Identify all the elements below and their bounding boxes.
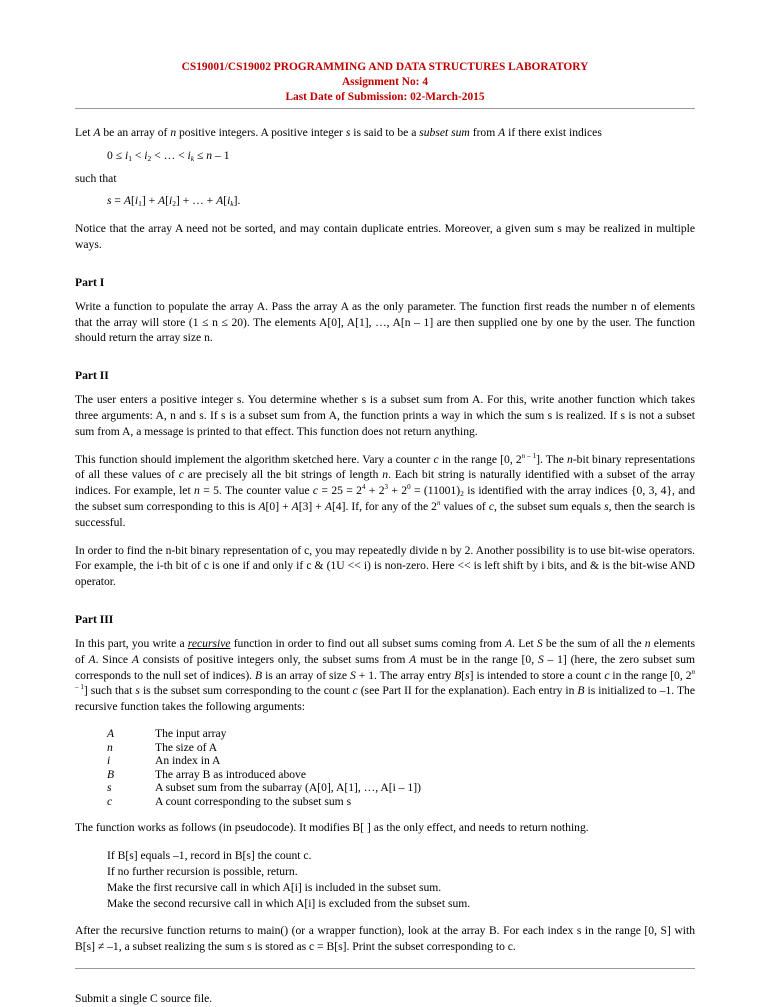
document-header bbox=[75, 60, 695, 105]
due-date: Last Date of Submission: 02-March-2015 bbox=[285, 91, 485, 103]
pseudocode-line: If no further recursion is possible, return. bbox=[107, 865, 298, 879]
argument-desc: The input array bbox=[155, 726, 227, 740]
part2-paragraph-3: In order to find the n-bit binary representation of c, you may repeatedly divide n by 2. Another possibility is to use bit-wise operators. For example, the i-th bit of c is one if and only if c & (1U << i) is non-zero. Here << is left shift by i bits, and & is the bit-wise AND operator. bbox=[75, 543, 695, 589]
part3-heading: Part III bbox=[75, 612, 114, 626]
argument-desc: A count corresponding to the subset sum s bbox=[155, 794, 352, 808]
notice-paragraph: Notice that the array A need not be sorted, and may contain duplicate entries. Moreover, a given sum s may be realized in multiple ways. bbox=[75, 222, 695, 251]
argument-name: i bbox=[107, 754, 111, 768]
pseudocode-line: If B[s] equals –1, record in B[s] the count c. bbox=[107, 849, 312, 863]
part3-paragraph-1: In this part, you write a recursive function in order to find out all subset sums coming from A. Let S be the sum of all the n elements of A. Since A consists of positive integers only, the subset sums from A must be in the range [0, S – 1] (here, the zero subset sum corresponds to the null set of indices). B is an array of size S + 1. The array entry B[s] is intended to store a count c in the range [0, 2$^{n - 1}$] such that s is the subset sum corresponding to the count c (see Part II for the explanation). Each entry in B is initialized to –1. The recursive function takes the following arguments: bbox=[75, 636, 696, 714]
argument-desc: An index in A bbox=[155, 754, 221, 768]
argument-desc: The array B as introduced above bbox=[155, 767, 306, 781]
argument-row bbox=[107, 727, 421, 741]
pseudocode-intro: The function works as follows (in pseudocode). It modifies B[ ] as the only effect, and needs to return nothing. bbox=[75, 821, 589, 835]
argument-desc: The size of A bbox=[155, 740, 218, 754]
part2-paragraph-2: This function should implement the algorithm sketched here. Vary a counter c in the range [0, 2$^{n - 1}$]. The n-bit binary representations of all these values of c are precisely all the bit strings of length n. Each bit string is naturally identified with a subset of the array indices. For example, let n = 5. The counter value $c = 25 = 2^4 + 2^3 + 2^0 = (11001)_2$ is identified with the array indices {0, 3, 4}, and the subset sum corresponding to this is A[0] + A[3] + A[4]. If, for any of the 2$^n$ values of c, the subset sum equals s, then the search is successful. bbox=[75, 451, 696, 529]
part3-closing-paragraph: After the recursive function returns to main() (or a wrapper function), look at the array B. For each index s in the range [0, S] with B[s] ≠ –1, a subset realizing the sum s is stored as c = B[s]. Print the subset corresponding to c. bbox=[75, 924, 695, 954]
assignment-number: Assignment No: 4 bbox=[341, 76, 429, 88]
part2-heading: Part II bbox=[75, 369, 109, 383]
pseudocode-block bbox=[75, 848, 695, 911]
part1-heading: Part I bbox=[75, 275, 105, 289]
header-rule bbox=[75, 108, 695, 109]
intro-paragraph: Let A be an array of n positive integers. A positive integer s is said to be a subset sum from A if there exist indices bbox=[75, 126, 602, 139]
part2-paragraph-1: The user enters a positive integer s. You determine whether s is a subset sum from A. For this, write another function which takes three arguments: A, n and s. If s is a subset sum from A, the function prints a way in which the sum s is realized. If s is not a subset sum from A, a message is printed to that effect. This function does not return anything. bbox=[75, 393, 695, 438]
such-that-label: such that bbox=[75, 171, 117, 185]
argument-name: A bbox=[107, 726, 115, 740]
submission-note: Submit a single C source file. bbox=[75, 992, 213, 1006]
document-page bbox=[75, 60, 695, 1007]
argument-name: B bbox=[107, 767, 115, 781]
argument-row bbox=[107, 781, 421, 795]
argument-list bbox=[107, 727, 421, 809]
part1-text: Write a function to populate the array A. Pass the array A as the only parameter. The function first reads the number n of elements that the array will store (1 ≤ n ≤ 20). The elements A[0], A[1], …, A[n – 1] are then supplied one by one by the user. The function should return the array size n. bbox=[75, 299, 695, 345]
index-condition: $0 \le i_1 < i_2$ < … < $i_k \le n - 1$ bbox=[107, 148, 230, 163]
argument-name: n bbox=[107, 740, 113, 754]
argument-name: c bbox=[107, 794, 113, 808]
pseudocode-line: Make the second recursive call in which A[i] is excluded from the subset sum. bbox=[107, 896, 471, 910]
argument-row bbox=[107, 795, 421, 809]
subset-sum-formula: $s = A[i_1] + A[i_2]$ + … + $A[i_k]$. bbox=[107, 194, 241, 209]
footer-rule bbox=[75, 968, 695, 969]
argument-name: s bbox=[107, 781, 112, 795]
argument-desc: A subset sum from the subarray (A[0], A[1], …, A[i – 1]) bbox=[155, 781, 421, 795]
course-title: CS19001/CS19002 PROGRAMMING AND DATA STRUCTURES LABORATORY bbox=[181, 61, 589, 73]
argument-row bbox=[107, 741, 421, 755]
argument-row bbox=[107, 754, 421, 768]
pseudocode-line: Make the first recursive call in which A[i] is included in the subset sum. bbox=[107, 880, 442, 894]
argument-row bbox=[107, 768, 421, 782]
